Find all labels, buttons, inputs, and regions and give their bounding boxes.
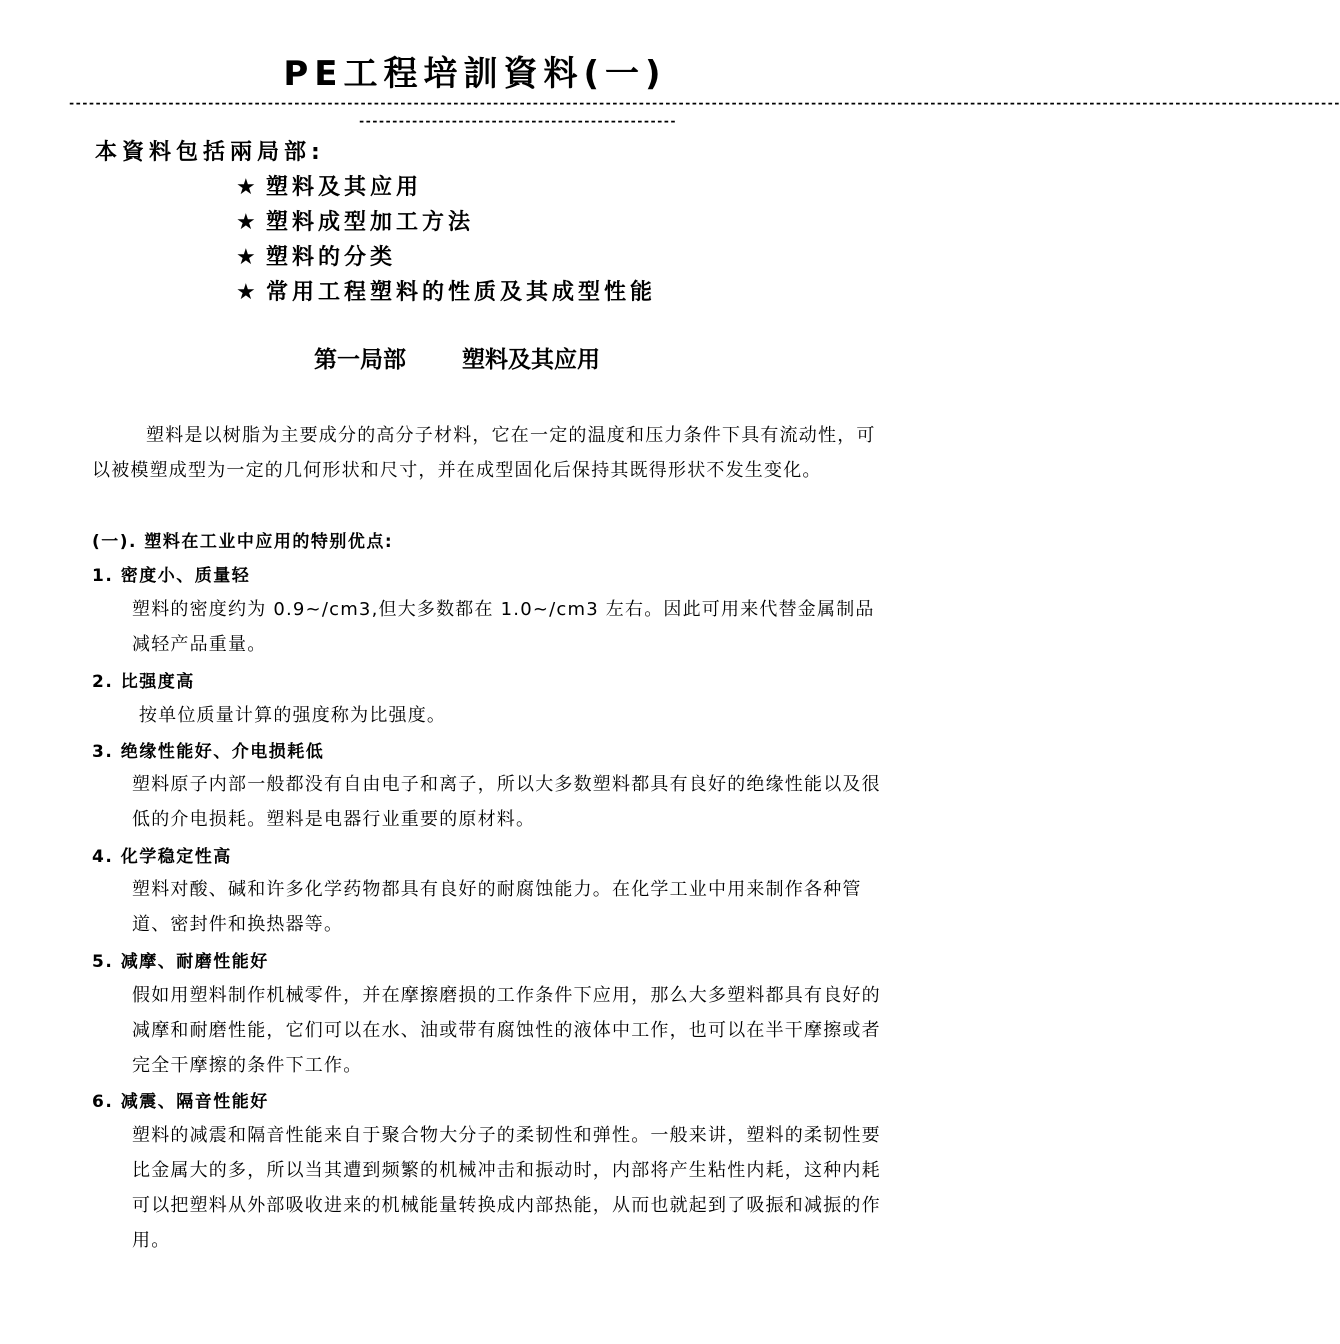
contents-item-label: 塑料的分类 (266, 245, 397, 270)
item-text: 塑料的减震和隔音性能来自于聚合物大分子的柔韧性和弹性。一般来讲，塑料的柔韧性要比金属大的多，所以当其遭到频繁的机械冲击和振动时，内部将产生粘性内耗，这种内耗可以把塑料从外部吸收进来的机械能量转换成内部热能，从而也就起到了吸振和减振的作用。 (132, 1125, 881, 1251)
contents-item-label: 塑料成型加工方法 (266, 210, 475, 235)
dashed-divider-short: ------------------------------------------------ (358, 114, 676, 128)
dashed-divider: ------------------------------------------------------------------------------------------------------------------------------------------------------------------------------------------------ (68, 96, 1340, 110)
subheading: (一). 塑料在工业中应用的特别优点: (92, 532, 394, 552)
item-heading: 3. 绝缘性能好、介电损耗低 (92, 742, 325, 762)
item-text: 塑料对酸、碱和许多化学药物都具有良好的耐腐蚀能力。在化学工业中用来制作各种管道、密封件和换热器等。 (132, 879, 862, 935)
item-heading: 4. 化学稳定性高 (92, 847, 232, 867)
item-heading: 2. 比强度高 (92, 672, 195, 692)
contents-item (236, 240, 656, 275)
intro-heading: 本資料包括兩局部: (95, 140, 325, 165)
intro-paragraph: 塑料是以树脂为主要成分的高分子材料，它在一定的温度和压力条件下具有流动性，可以被模塑成型为一定的几何形状和尺寸，并在成型固化后保持其既得形状不发生变化。 (92, 425, 876, 481)
item-heading: 5. 减摩、耐磨性能好 (92, 952, 269, 972)
item-text: 按单位质量计算的强度称为比强度。 (132, 705, 447, 726)
star-icon: ★ (236, 175, 256, 200)
contents-list (236, 170, 656, 310)
section-part-label: 第一局部 (314, 347, 406, 373)
contents-item-label: 常用工程塑料的性质及其成型性能 (266, 280, 657, 305)
section-heading (314, 342, 600, 378)
star-icon: ★ (236, 210, 256, 235)
item-text: 假如用塑料制作机械零件，并在摩擦磨损的工作条件下应用，那么大多塑料都具有良好的减摩和耐磨性能，它们可以在水、油或带有腐蚀性的液体中工作，也可以在半干摩擦或者完全干摩擦的条件下工作。 (132, 985, 881, 1076)
contents-item (236, 275, 656, 310)
section-title: 塑料及其应用 (462, 347, 600, 373)
item-heading: 6. 减震、隔音性能好 (92, 1092, 269, 1112)
contents-item (236, 205, 656, 240)
item-text: 塑料原子内部一般都没有自由电子和离子，所以大多数塑料都具有良好的绝缘性能以及很低的介电损耗。塑料是电器行业重要的原材料。 (132, 774, 881, 830)
contents-item-label: 塑料及其应用 (266, 175, 423, 200)
document-title: PE工程培訓資料(一) (283, 54, 667, 94)
star-icon: ★ (236, 245, 256, 270)
star-icon: ★ (236, 280, 256, 305)
item-heading: 1. 密度小、质量轻 (92, 566, 251, 586)
contents-item (236, 170, 656, 205)
item-text: 塑料的密度约为 0.9~/cm3,但大多数都在 1.0~/cm3 左右。因此可用来代替金属制品 减轻产品重量。 (132, 599, 894, 655)
